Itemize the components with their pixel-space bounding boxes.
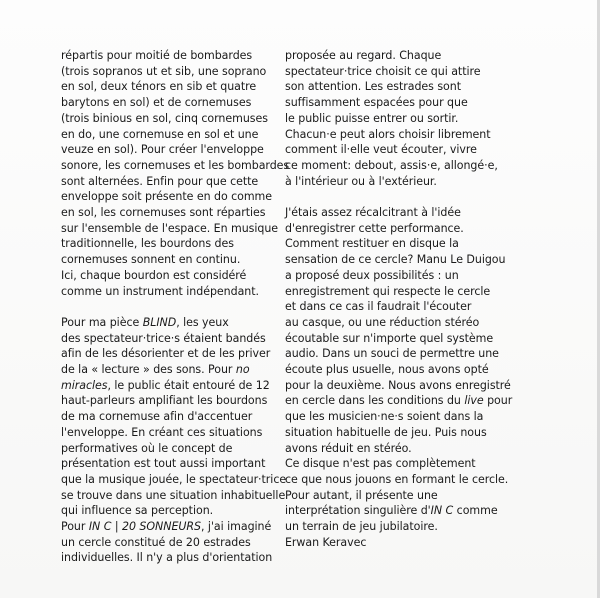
text-run: pour que les musicien·ne·s soient dans la situation habituelle de jeu. Puis nous avons réduit en stéréo. Ce disque n'est pas complètement ce que nous jouons en formant le cercle. Pour autant, il présente une interprétation singulière d' [285, 394, 513, 518]
work-title-no-miracles: no miracles [61, 363, 250, 392]
left-paragraph-1: répartis pour moitié de bombardes (trois sopranos ut et sib, une soprano en sol, deux ténors en sib et quatre barytons en sol) et de cornemuses (trois binious en sol, cinq cornemuses en do, une cornemuse en sol et une veuze en sol). Pour créer l'enveloppe sonore, les cornemuses et les bombardes sont alternées. Enfin pour que cette enveloppe soit présente en do comme en sol, les cornemuses sont réparties sur l'ensemble de l'espace. En musique traditionnelle, les bourdons des cornemuses sonnent en continu. Ici, chaque bourdon est considéré comme un instrument indépendant. [61, 49, 290, 298]
text-run: Pour ma pièce [61, 315, 143, 329]
text-run: J'étais assez récalcitrant à l'idée d'enregistrer cette performance. Comment restituer en disque la sensation de ce cercle? Manu Le Duigou a proposé deux possibilités : un enregistrement qui respecte le cercle et dans ce cas il faudrait l'écouter au casque, ou une réduction stéréo écoutable sur n'importe quel système audio. Dans un souci de permettre une écoute plus usuelle, nous avons opté pour la deuxième. Nous avons enregistré en cercle dans les conditions du [285, 206, 511, 408]
text-run: , j'ai imaginé un cercle constitué de 20 estrades individuelles. Il n'y a plus d'orientation [61, 520, 273, 565]
text-run: comme un terrain de jeu jubilatoire. [285, 504, 498, 534]
right-column [285, 48, 530, 550]
work-title-in-c: IN C [430, 504, 454, 518]
text-run: , les yeux des spectateur·trice·s étaient bandés afin de les désorienter et de les priver de la « lecture » des sons. Pour [61, 315, 271, 377]
right-paragraph-2 [285, 205, 530, 535]
left-paragraph-2 [61, 315, 301, 566]
work-title-blind: BLIND [142, 315, 177, 329]
text-run: , le public était entouré de 12 haut-parleurs amplifiant les bourdons de ma cornemuse afin d'accentuer l'enveloppe. En créant ces situations performatives où le concept de présentation est tout aussi important que la musique jouée, le spectateur·trice se trouve dans une situation inhabituelle qui influence sa perception. Pour [61, 378, 287, 534]
work-title-in-c: IN C | 20 SONNEURS [88, 520, 201, 534]
right-paragraph-1: proposée au regard. Chaque spectateur·trice choisit ce qui attire son attention. Les estrades sont suffisamment espacées pour que le public puisse entrer ou sortir. Chacun·e peut alors choisir librement comment il·elle veut écouter, vivre ce moment: debout, assis·e, allongé·e, à l'intérieur ou à l'extérieur. [285, 49, 498, 188]
italic-live: live [464, 394, 484, 408]
left-column [61, 48, 301, 566]
author-signature: Erwan Keravec [285, 535, 367, 549]
